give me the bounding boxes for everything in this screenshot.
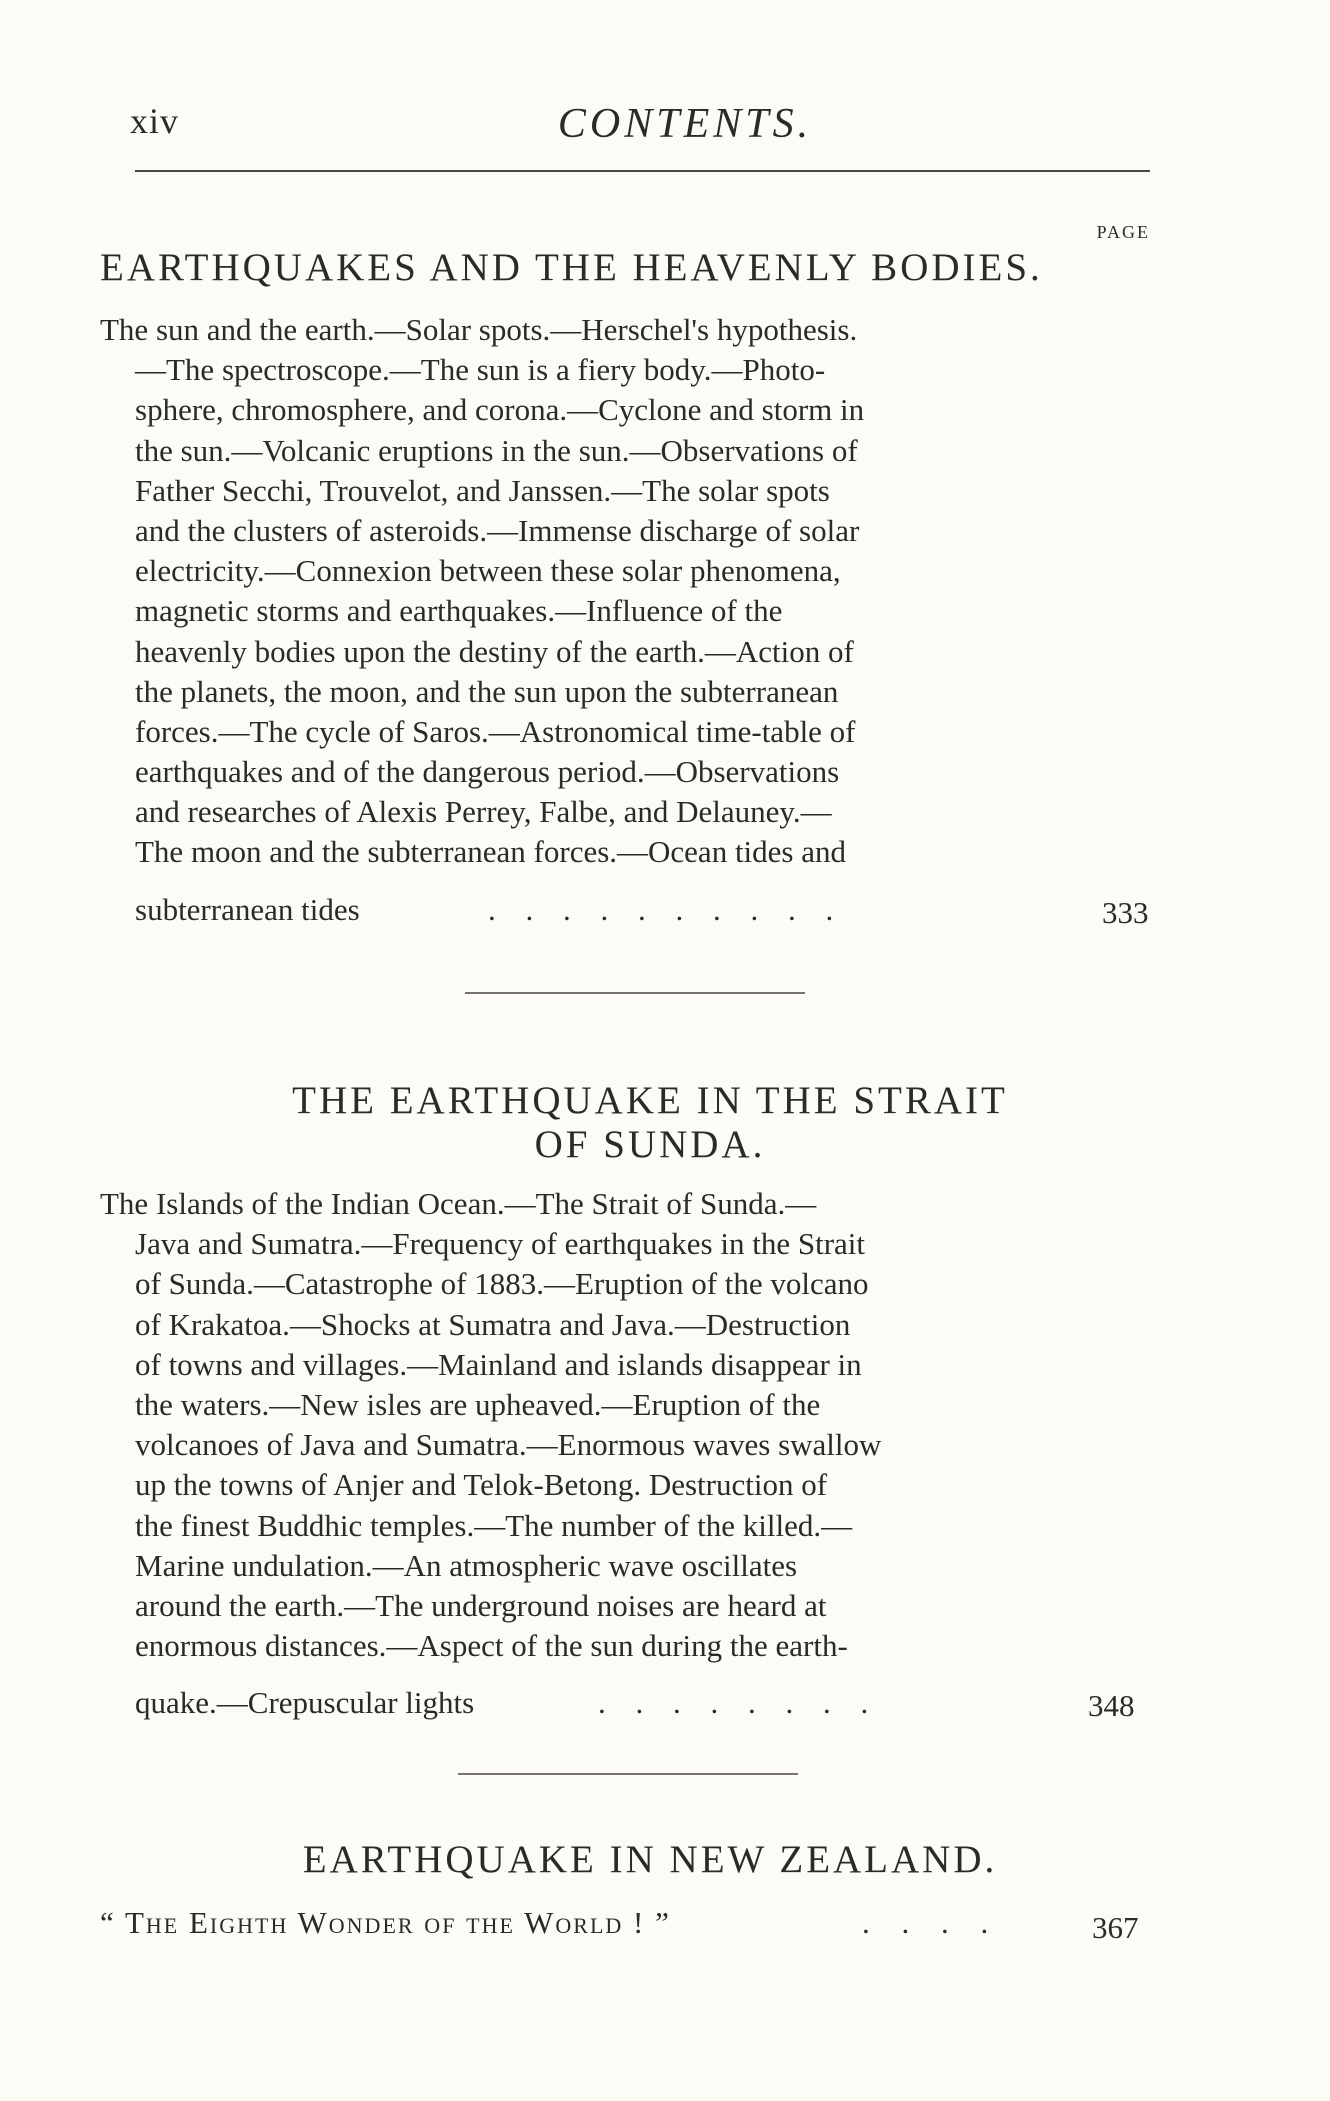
section-separator bbox=[465, 992, 805, 994]
dot-leader: . . . . . . . . . . bbox=[488, 892, 834, 927]
summary-last-line: subterranean tides bbox=[135, 892, 360, 927]
page-number: 333 bbox=[1102, 895, 1149, 930]
summary-line: The moon and the subterranean forces.—Ocean tides and bbox=[135, 834, 847, 870]
running-title: CONTENTS. bbox=[557, 101, 813, 147]
summary-line: of Sunda.—Catastrophe of 1883.—Eruption of the volcano bbox=[135, 1266, 869, 1302]
summary-line: —The spectroscope.—The sun is a fiery body.—Photo- bbox=[135, 352, 826, 388]
summary-line: The Islands of the Indian Ocean.—The Strait of Sunda.— bbox=[100, 1186, 817, 1221]
summary-line: earthquakes and of the dangerous period.—Observations bbox=[135, 754, 840, 790]
section-title: THE EARTHQUAKE IN THE STRAIT bbox=[292, 1079, 1008, 1122]
section-title: EARTHQUAKE IN NEW ZEALAND. bbox=[302, 1838, 998, 1881]
dot-leader: . . . . . . . . bbox=[598, 1685, 869, 1720]
summary-line: the waters.—New isles are upheaved.—Eruption of the bbox=[135, 1386, 821, 1422]
summary-line: electricity.—Connexion between these solar phenomena, bbox=[135, 553, 841, 589]
summary-line: Marine undulation.—An atmospheric wave oscillates bbox=[135, 1547, 798, 1583]
summary-line: heavenly bodies upon the destiny of the earth.—Action of bbox=[135, 633, 854, 669]
summary-line: around the earth.—The underground noises are heard at bbox=[135, 1587, 827, 1623]
section-title-continued: OF SUNDA. bbox=[534, 1123, 766, 1166]
running-head bbox=[0, 100, 1330, 148]
section-summary bbox=[100, 1184, 1130, 1666]
summary-line: forces.—The cycle of Saros.—Astronomical time-table of bbox=[135, 713, 856, 749]
summary-line: sphere, chromosphere, and corona.—Cyclone and storm in bbox=[135, 392, 865, 428]
section-summary bbox=[100, 310, 1130, 873]
page-number: 348 bbox=[1088, 1688, 1135, 1723]
summary-line: magnetic storms and earthquakes.—Influence of the bbox=[135, 593, 783, 629]
folio: xiv bbox=[130, 101, 180, 141]
summary-line: the sun.—Volcanic eruptions in the sun.—Observations of bbox=[135, 432, 858, 468]
summary-line: enormous distances.—Aspect of the sun during the earth- bbox=[135, 1628, 848, 1664]
section-title: EARTHQUAKES AND THE HEAVENLY BODIES. bbox=[100, 246, 1043, 289]
page-number: 367 bbox=[1092, 1910, 1139, 1945]
summary-line: up the towns of Anjer and Telok-Betong. Destruction of bbox=[135, 1467, 828, 1503]
header-rule bbox=[135, 170, 1150, 172]
summary-last-line: quake.—Crepuscular lights bbox=[135, 1685, 475, 1720]
entry-title: “ The Eighth Wonder of the World ! ” bbox=[100, 1905, 671, 1940]
dot-leader: . . . . bbox=[862, 1905, 989, 1940]
section-separator bbox=[458, 1773, 798, 1775]
summary-line: The sun and the earth.—Solar spots.—Herschel's hypothesis. bbox=[100, 312, 858, 347]
summary-line: the planets, the moon, and the sun upon the subterranean bbox=[135, 673, 839, 709]
summary-line: of Krakatoa.—Shocks at Sumatra and Java.—Destruction bbox=[135, 1306, 851, 1342]
page-column-label: PAGE bbox=[1096, 222, 1150, 242]
summary-line: the finest Buddhic temples.—The number of the killed.— bbox=[135, 1507, 853, 1543]
summary-line: and the clusters of asteroids.—Immense discharge of solar bbox=[135, 512, 860, 548]
summary-line: of towns and villages.—Mainland and islands disappear in bbox=[135, 1346, 862, 1382]
summary-line: volcanoes of Java and Sumatra.—Enormous waves swallow bbox=[135, 1427, 882, 1463]
summary-line: Java and Sumatra.—Frequency of earthquakes in the Strait bbox=[135, 1226, 865, 1262]
summary-line: and researches of Alexis Perrey, Falbe, and Delauney.— bbox=[135, 794, 832, 830]
summary-line: Father Secchi, Trouvelot, and Janssen.—The solar spots bbox=[135, 472, 830, 508]
